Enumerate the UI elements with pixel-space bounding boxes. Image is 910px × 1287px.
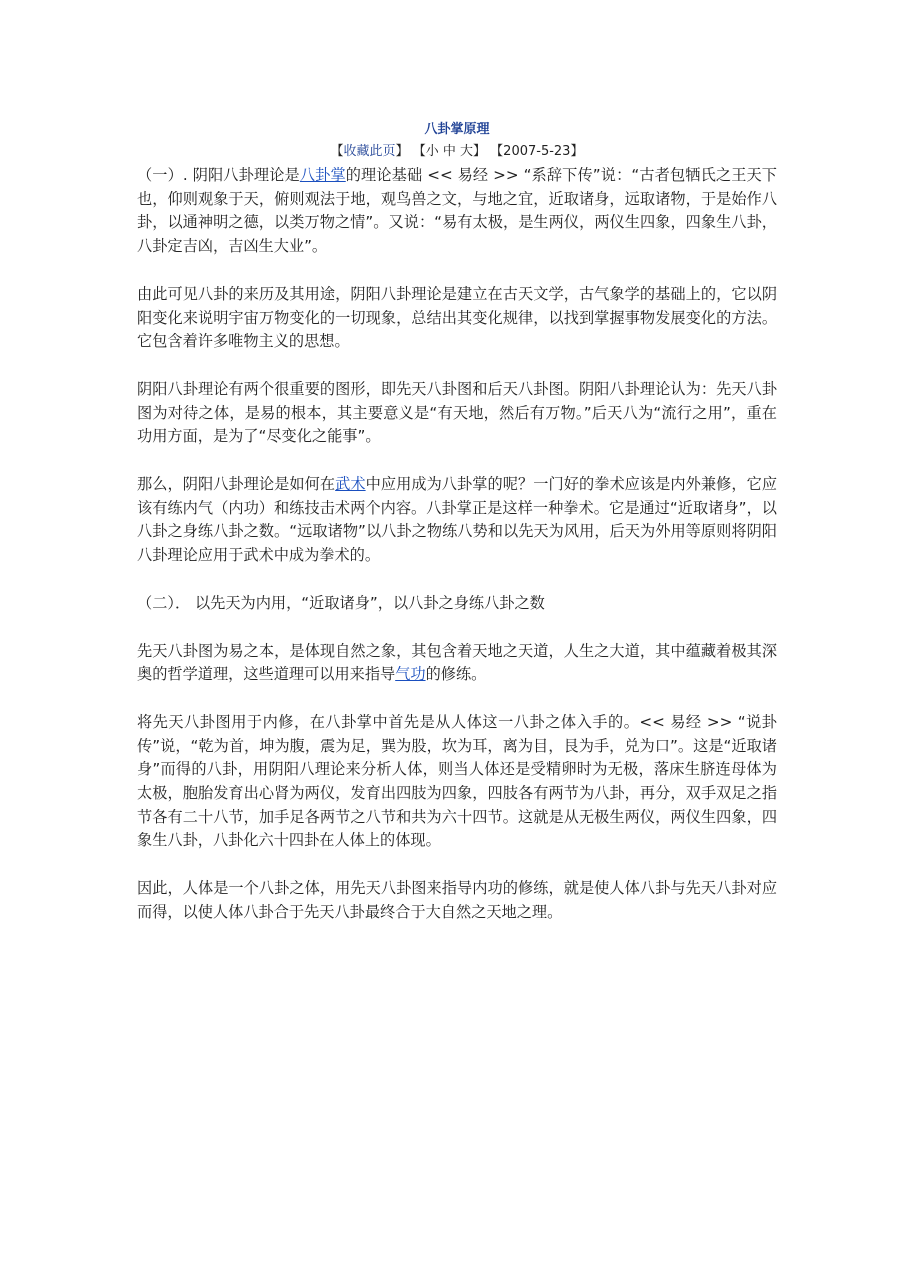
wushu-link[interactable]: 武术 <box>335 475 366 494</box>
paragraph-1: （一）. 阴阳八卦理论是八卦掌的理论基础 << 易经 >> “系辞下传”说：“古者包牺氏之王天下也，仰则观象于天，俯则观法于地，观鸟兽之文，与地之宜，近取诸身，远取诸物，于是始作八卦，以通神明之德，以类万物之情”。又说：“易有太极，是生两仪，两仪生四象，四象生八卦，八卦定吉凶，吉凶生大业”。 <box>137 166 777 256</box>
page-title: 八卦掌原理 <box>424 122 490 137</box>
article <box>137 120 777 949</box>
qigong-link[interactable]: 气功 <box>395 665 426 684</box>
paragraph-8: 因此，人体是一个八卦之体，用先天八卦图来指导内功的修练，就是使人体八卦与先天八卦对应而得，以使人体八卦合于先天八卦最终合于大自然之天地之理。 <box>137 879 777 921</box>
font-size-small-link[interactable]: 小 <box>425 144 439 159</box>
bookmark-link[interactable]: 收藏此页 <box>343 144 396 159</box>
font-size-large-link[interactable]: 大 <box>460 144 474 159</box>
article-meta: 【收藏此页】 【小 中 大】 【2007-5-23】 <box>330 144 584 159</box>
publish-date: 2007-5-23 <box>503 144 571 159</box>
paragraph-2: 由此可见八卦的来历及其用途，阴阳八卦理论是建立在古天文学，古气象学的基础上的，它以阴阳变化来说明宇宙万物变化的一切现象，总结出其变化规律，以找到掌握事物发展变化的方法。它包含着许多唯物主义的思想。 <box>137 284 777 351</box>
baguazhang-link[interactable]: 八卦掌 <box>299 166 346 184</box>
font-size-medium-link[interactable]: 中 <box>442 144 456 159</box>
paragraph-6: 先天八卦图为易之本，是体现自然之象，其包含着天地之天道，人生之大道，其中蕴藏着极其深奥的哲学道理，这些道理可以用来指导气功的修练。 <box>137 641 777 684</box>
paragraph-7: 将先天八卦图用于内修，在八卦掌中首先是从人体这一八卦之体入手的。<< 易经 >> “说卦传”说，“乾为首，坤为腹，震为足，巽为股，坎为耳，离为目，艮为手，兑为口”。这是“近取诸身”而得的八卦，用阴阳八理论来分析人体，则当人体还是受精卵时为无极，落床生脐连母体为太极，胞胎发育出心肾为两仪，发育出四肢为四象，四肢各有两节为八卦，再分，双手双足之指节各有二十八节，加手足各两节之八节和共为六十四节。这就是从无极生两仪，两仪生四象，四象生八卦，八卦化六十四卦在人体上的体现。 <box>137 712 777 850</box>
section-heading-2: （二）． 以先天为内用，“近取诸身”，以八卦之身练八卦之数 <box>137 593 545 612</box>
paragraph-4: 那么，阴阳八卦理论是如何在武术中应用成为八卦掌的呢？一门好的拳术应该是内外兼修，它应该有练内气（内功）和练技击术两个内容。八卦掌正是这样一种拳术。它是通过“近取诸身”，以八卦之身练八卦之数。“远取诸物”以八卦之物练八势和以先天为风用，后天为外用等原则将阴阳八卦理论应用于武术中成为拳术的。 <box>137 475 778 565</box>
paragraph-3: 阴阳八卦理论有两个很重要的图形，即先天八卦图和后天八卦图。阴阳八卦理论认为：先天八卦图为对待之体，是易的根本，其主要意义是“有天地，然后有万物。”后天八为“流行之用”，重在功用方面，是为了“尽变化之能事”。 <box>137 379 777 446</box>
